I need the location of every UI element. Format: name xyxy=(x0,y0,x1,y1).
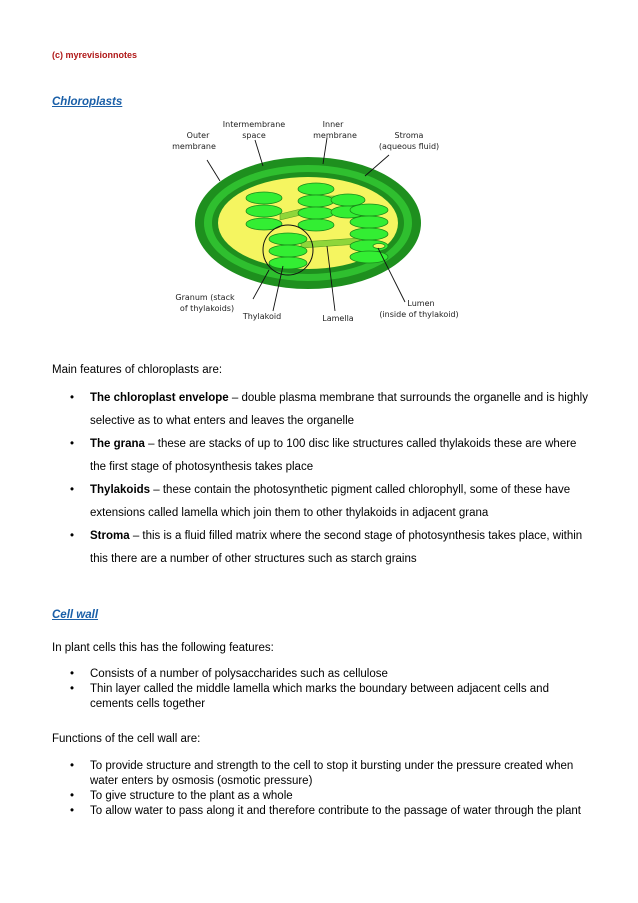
cell-wall-heading: Cell wall xyxy=(52,609,99,621)
list-item xyxy=(52,479,592,525)
bullet: • xyxy=(70,760,75,772)
thylakoid-stack-left xyxy=(246,192,282,230)
item-text: – these are stacks of up to 100 disc like structures called thylakoids these are where the first stage of photosynthesis takes place xyxy=(90,438,577,473)
item-text: Consists of a number of polysaccharides such as cellulose xyxy=(90,668,388,680)
chloroplast-features-list xyxy=(52,387,592,571)
item-text: – this is a fluid filled matrix where the second stage of photosynthesis takes place, within this there are a number of other structures such as starch grains xyxy=(90,530,583,565)
chloroplast-features-intro: Main features of chloroplasts are: xyxy=(52,364,223,376)
list-item xyxy=(52,387,592,433)
list-item xyxy=(52,667,592,682)
term-envelope: The chloroplast envelope xyxy=(90,392,229,404)
bullet: • xyxy=(70,484,75,496)
bullet: • xyxy=(70,438,75,450)
label-inner-membrane-2: membrane xyxy=(313,131,357,140)
bullet: • xyxy=(70,683,75,695)
item-text: – double plasma membrane that surrounds the organelle and is highly selective as to what enters and leaves the organelle xyxy=(90,392,588,427)
copyright-notice: (c) myrevisionnotes xyxy=(52,50,138,60)
bullet: • xyxy=(70,668,75,680)
label-lamella: Lamella xyxy=(322,314,354,323)
label-intermembrane-space-2: space xyxy=(242,131,266,140)
bullet: • xyxy=(70,392,75,404)
term-grana: The grana xyxy=(90,438,145,450)
label-inner-membrane: Inner xyxy=(322,120,344,129)
label-intermembrane-space: Intermembrane xyxy=(222,120,286,129)
thylakoid-stack-granum xyxy=(269,233,307,269)
label-outer-membrane-2: membrane xyxy=(172,142,216,151)
label-lumen: Lumen xyxy=(407,299,435,308)
chloroplasts-heading: Chloroplasts xyxy=(52,96,123,108)
cell-wall-features-list xyxy=(52,667,592,712)
list-item xyxy=(52,804,592,819)
item-text: – these contain the photosynthetic pigment called chlorophyll, some of these have extensions called lamella which join them to other thylakoids in adjacent grana xyxy=(90,484,571,519)
thylakoid-stack-right xyxy=(350,204,388,263)
item-text: To provide structure and strength to the cell to stop it bursting under the pressure created when water enters by osmosis (osmotic pressure) xyxy=(90,760,574,787)
term-thylakoids: Thylakoids xyxy=(90,484,151,496)
label-granum-2: of thylakoids) xyxy=(179,304,235,313)
bullet: • xyxy=(70,790,75,802)
bullet: • xyxy=(70,805,75,817)
label-stroma: Stroma xyxy=(394,131,424,140)
list-item xyxy=(52,433,592,479)
list-item xyxy=(52,525,592,571)
label-lumen-2: (inside of thylakoid) xyxy=(379,310,459,319)
cell-wall-functions-intro: Functions of the cell wall are: xyxy=(52,733,201,745)
term-stroma: Stroma xyxy=(90,530,130,542)
cell-wall-features-intro: In plant cells this has the following features: xyxy=(52,642,274,654)
bullet: • xyxy=(70,530,75,542)
item-text: To give structure to the plant as a whole xyxy=(90,790,293,802)
item-text: Thin layer called the middle lamella which marks the boundary between adjacent cells and cements cells together xyxy=(90,683,549,710)
label-thylakoid: Thylakoid xyxy=(242,312,282,321)
item-text: To allow water to pass along it and therefore contribute to the passage of water through the plant xyxy=(90,805,581,817)
list-item xyxy=(52,682,592,712)
label-granum: Granum (stack xyxy=(175,293,235,302)
cell-wall-functions-list xyxy=(52,759,592,819)
label-stroma-2: (aqueous fluid) xyxy=(378,142,440,151)
chloroplast-diagram xyxy=(165,116,475,332)
label-outer-membrane: Outer xyxy=(186,131,210,140)
list-item xyxy=(52,759,592,789)
list-item xyxy=(52,789,592,804)
